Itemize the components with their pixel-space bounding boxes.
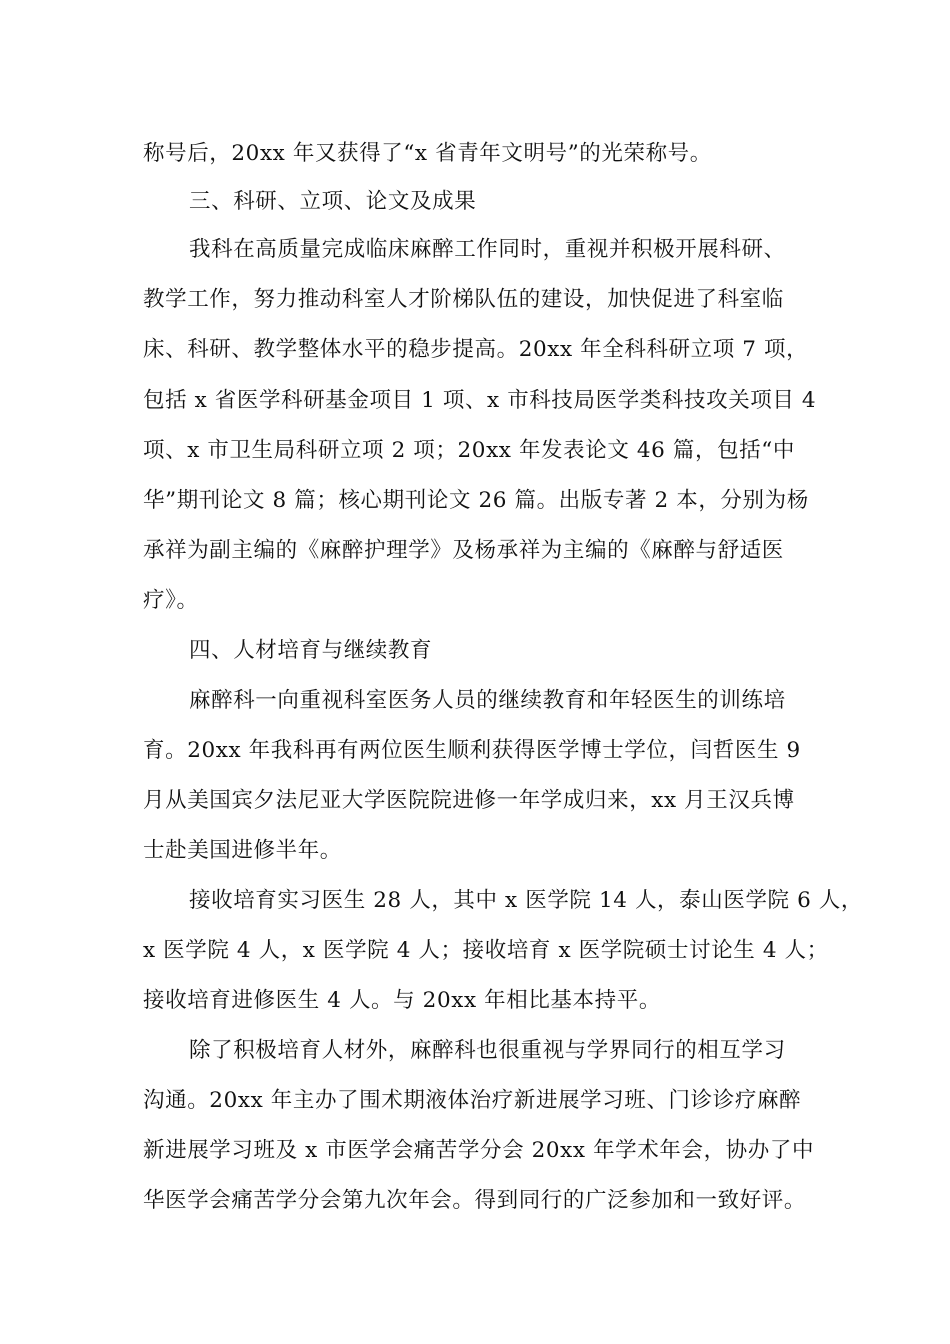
paragraph-line: 承祥为副主编的《麻醉护理学》及杨承祥为主编的《麻醉与舒适医 (143, 538, 784, 563)
paragraph-line: 称号后，20xx 年又获得了“x 省青年文明号”的光荣称号。 (143, 141, 712, 166)
paragraph-line: 床、科研、教学整体水平的稳步提高。20xx 年全科科研立项 7 项， (143, 337, 809, 362)
paragraph-line: x 医学院 4 人，x 医学院 4 人；接收培育 x 医学院硕士讨论生 4 人； (143, 938, 829, 963)
section-heading: 三、科研、立项、论文及成果 (189, 189, 477, 214)
section-heading: 四、人材培育与继续教育 (189, 638, 433, 663)
paragraph-line: 麻醉科一向重视科室医务人员的继续教育和年轻医生的训练培 (189, 688, 786, 713)
paragraph-line: 包括 x 省医学科研基金项目 1 项、x 市科技局医学类科技攻关项目 4 (143, 388, 817, 413)
paragraph-line: 华”期刊论文 8 篇；核心期刊论文 26 篇。出版专著 2 本，分别为杨 (143, 488, 809, 513)
paragraph-line: 疗》。 (143, 588, 199, 613)
paragraph-line: 教学工作，努力推动科室人才阶梯队伍的建设，加快促进了科室临 (143, 287, 784, 312)
paragraph-line: 项、x 市卫生局科研立项 2 项；20xx 年发表论文 46 篇，包括“中 (143, 438, 795, 463)
paragraph-line: 新进展学习班及 x 市医学会痛苦学分会 20xx 年学术年会，协办了中 (143, 1138, 815, 1163)
paragraph-line: 我科在高质量完成临床麻醉工作同时，重视并积极开展科研、 (189, 237, 786, 262)
paragraph-line: 沟通。20xx 年主办了围术期液体治疗新进展学习班、门诊诊疗麻醉 (143, 1088, 802, 1113)
paragraph-line: 育。20xx 年我科再有两位医生顺利获得医学博士学位，闫哲医生 9 (143, 738, 801, 763)
paragraph-line: 士赴美国进修半年。 (143, 838, 342, 863)
paragraph-line: 除了积极培育人材外，麻醉科也很重视与学界同行的相互学习 (189, 1038, 786, 1063)
paragraph-line: 月从美国宾夕法尼亚大学医院院进修一年学成归来，xx 月王汉兵博 (143, 788, 795, 813)
paragraph-line: 接收培育实习医生 28 人，其中 x 医学院 14 人，泰山医学院 6 人， (189, 888, 863, 913)
paragraph-line: 接收培育进修医生 4 人。与 20xx 年相比基本持平。 (143, 988, 661, 1013)
paragraph-line: 华医学会痛苦学分会第九次年会。得到同行的广泛参加和一致好评。 (143, 1188, 807, 1213)
